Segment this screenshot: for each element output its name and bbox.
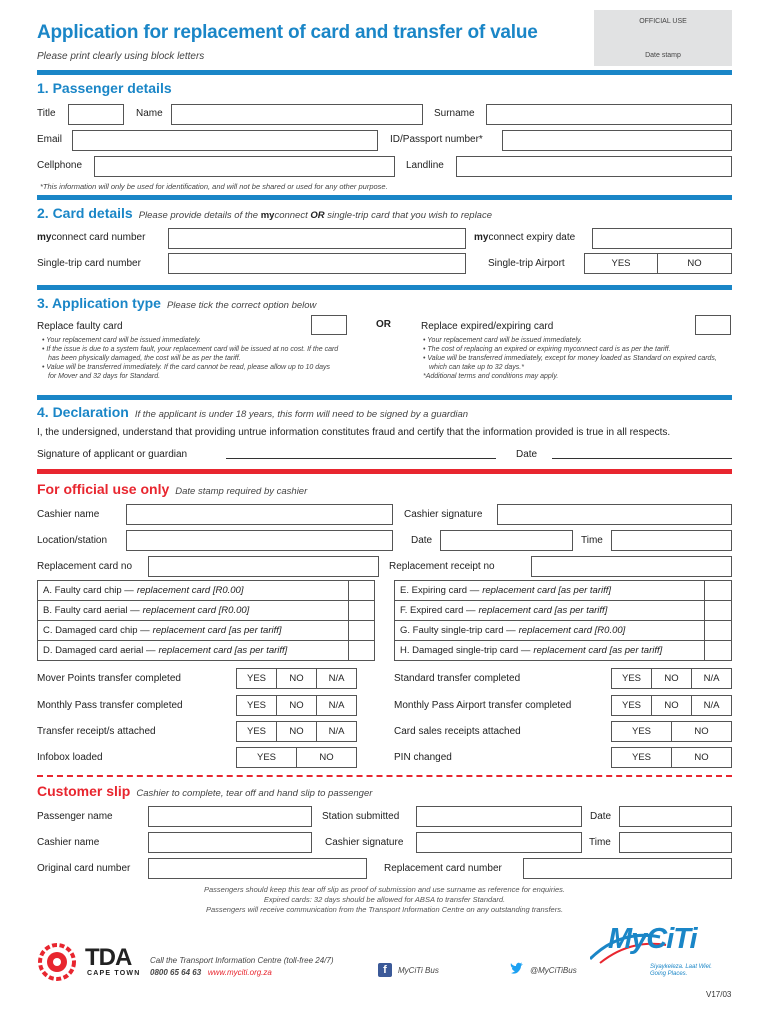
surname-field[interactable] (486, 104, 732, 125)
myciti-tagline: Siyaykeleza. Laat Wiel. Going Places. (650, 964, 712, 977)
tear-off-line (37, 775, 732, 777)
form-title: Application for replacement of card and transfer of value (37, 22, 538, 43)
section-divider (37, 195, 732, 200)
myconnect-number-label: myconnect card number (37, 232, 146, 243)
twitter-icon (510, 962, 526, 976)
slip-station-label: Station submitted (322, 811, 400, 822)
reason-row-h: H. Damaged single-trip card — replacement card [as per tariff] (394, 640, 705, 661)
phone-number: 0800 65 64 63 (150, 968, 202, 977)
replacement-receipt-no-label: Replacement receipt no (389, 561, 495, 572)
mover-na[interactable]: N/A (316, 668, 357, 689)
slip-original-label: Original card number (37, 863, 131, 874)
expired-card-label: Replace expired/expiring card (421, 321, 554, 332)
card-sales-label: Card sales receipts attached (394, 726, 521, 737)
or-label: OR (376, 319, 391, 330)
reason-tick[interactable] (348, 620, 375, 641)
monthly-no[interactable]: NO (276, 695, 317, 716)
receipt-no[interactable]: NO (276, 721, 317, 742)
standard-na[interactable]: N/A (691, 668, 732, 689)
location-label: Location/station (37, 535, 108, 546)
reason-tick[interactable] (348, 580, 375, 601)
faulty-card-checkbox[interactable] (311, 315, 347, 335)
card-heading-note: Please provide details of the myconnect OR single-trip card that you wish to replace (138, 210, 492, 221)
receipt-label: Transfer receipt/s attached (37, 726, 156, 737)
replacement-card-no-field[interactable] (148, 556, 379, 577)
location-field[interactable] (126, 530, 393, 551)
twitter-handle[interactable]: @MyCiTiBus (530, 966, 577, 975)
slip-cashier-name-label: Cashier name (37, 837, 100, 848)
standard-yes[interactable]: YES (611, 668, 652, 689)
declaration-date-line[interactable] (552, 458, 732, 459)
monthly-yes[interactable]: YES (236, 695, 277, 716)
card-sales-yes[interactable]: YES (611, 721, 672, 742)
section-heading-slip: Customer slip Cashier to complete, tear off and hand slip to passenger (37, 783, 373, 799)
section-divider (37, 70, 732, 75)
slip-cashier-name-field[interactable] (148, 832, 312, 853)
mover-no[interactable]: NO (276, 668, 317, 689)
reason-row-b: B. Faulty card aerial — replacement card [R0.00] (37, 600, 349, 621)
standard-label: Standard transfer completed (394, 673, 521, 684)
replacement-card-no-label: Replacement card no (37, 561, 133, 572)
title-label: Title (37, 108, 56, 119)
myconnect-expiry-label: myconnect expiry date (474, 232, 576, 243)
slip-passenger-name-label: Passenger name (37, 811, 113, 822)
name-field[interactable] (171, 104, 423, 125)
single-trip-number-field[interactable] (168, 253, 466, 274)
card-heading-text: 2. Card details (37, 205, 133, 221)
myconnect-expiry-field[interactable] (592, 228, 732, 249)
receipt-na[interactable]: N/A (316, 721, 357, 742)
landline-field[interactable] (456, 156, 732, 177)
official-divider (37, 469, 732, 474)
slip-time-label: Time (589, 837, 611, 848)
signature-line[interactable] (226, 458, 496, 459)
slip-time-field[interactable] (619, 832, 732, 853)
cape-town-label: CAPE TOWN (87, 970, 141, 977)
tda-logo: TDA (85, 944, 132, 971)
email-field[interactable] (72, 130, 378, 151)
name-label: Name (136, 108, 163, 119)
slip-replacement-label: Replacement card number (384, 863, 502, 874)
title-field[interactable] (68, 104, 124, 125)
signature-label: Signature of applicant or guardian (37, 449, 188, 460)
card-sales-no[interactable]: NO (671, 721, 732, 742)
pin-label: PIN changed (394, 752, 452, 763)
myconnect-number-field[interactable] (168, 228, 466, 249)
facebook-handle[interactable]: MyCiTi Bus (398, 966, 439, 975)
slip-notes: Passengers should keep this tear off slip as proof of submission and use surname as reference for enquiries. Expired cards: 32 days should be allowed for ABSA to transfer Standard. Passengers will receive communication from the Transport Information Centre on any outstanding transfers. (203, 885, 566, 914)
reason-row-e: E. Expiring card — replacement card [as per tariff] (394, 580, 705, 601)
reason-row-d: D. Damaged card aerial — replacement card [as per tariff] (37, 640, 349, 661)
cashier-name-label: Cashier name (37, 509, 100, 520)
section-heading-official: For official use only Date stamp required by cashier (37, 481, 308, 497)
expired-card-checkbox[interactable] (695, 315, 731, 335)
airport-no-option[interactable]: NO (657, 253, 732, 274)
cellphone-field[interactable] (94, 156, 395, 177)
official-use-box (594, 10, 732, 66)
reason-tick[interactable] (704, 640, 732, 661)
monthly-airport-na[interactable]: N/A (691, 695, 732, 716)
contact-line (150, 968, 272, 977)
declaration-date-label: Date (516, 449, 538, 460)
infobox-no[interactable]: NO (296, 747, 357, 768)
slip-date-label: Date (590, 811, 612, 822)
declaration-text: I, the undersigned, understand that providing untrue information constitutes fraud and certify that the information provided is true in all respects. (37, 427, 671, 438)
date-stamp-label: Date stamp (645, 52, 681, 59)
reason-tick[interactable] (704, 620, 732, 641)
monthly-label: Monthly Pass transfer completed (37, 700, 183, 711)
id-field[interactable] (502, 130, 732, 151)
reason-grid-right (394, 580, 732, 661)
slip-replacement-field[interactable] (523, 858, 732, 879)
section-heading-card (37, 205, 492, 221)
monthly-airport-no[interactable]: NO (651, 695, 692, 716)
reason-row-g: G. Faulty single-trip card — replacement card [R0.00] (394, 620, 705, 641)
section-heading-passenger: 1. Passenger details (37, 80, 172, 96)
receipt-yes[interactable]: YES (236, 721, 277, 742)
reason-tick[interactable] (704, 580, 732, 601)
call-centre-text: Call the Transport Information Centre (toll-free 24/7) (150, 956, 334, 965)
monthly-na[interactable]: N/A (316, 695, 357, 716)
reason-tick[interactable] (704, 600, 732, 621)
official-date-label: Date (411, 535, 433, 546)
slip-cashier-sig-field[interactable] (416, 832, 582, 853)
mover-label: Mover Points transfer completed (37, 673, 181, 684)
pin-yes[interactable]: YES (611, 747, 672, 768)
official-time-field[interactable] (611, 530, 732, 551)
surname-label: Surname (434, 108, 475, 119)
reason-row-f: F. Expired card — replacement card [as per tariff] (394, 600, 705, 621)
id-label: ID/Passport number* (390, 134, 483, 145)
faulty-card-notes: • Your replacement card will be issued immediately. • If the issue is due to a system fault, your replacement card will be issued at no cost. If the card has been physically damaged, the cost will be as per the tariff. • Value will be transferred immediately. If the card cannot be read, please allow up to 10 days for Mover and 32 days for Standard. (42, 337, 339, 380)
section-heading-declaration: 4. Declaration If the applicant is under 18 years, this form will need to be signed by a guardian (37, 404, 469, 420)
replacement-receipt-no-field[interactable] (531, 556, 732, 577)
faulty-card-label: Replace faulty card (37, 321, 123, 332)
standard-no[interactable]: NO (651, 668, 692, 689)
reason-tick[interactable] (348, 640, 375, 661)
official-date-field[interactable] (440, 530, 573, 551)
facebook-icon: f (378, 963, 392, 977)
myciti-logo (590, 925, 732, 980)
reason-row-a: A. Faulty card chip — replacement card [R0.00] (37, 580, 349, 601)
airport-yes-option[interactable]: YES (584, 253, 658, 274)
reason-row-c: C. Damaged card chip — replacement card [as per tariff] (37, 620, 349, 641)
tda-emblem-icon (37, 942, 77, 982)
section-heading-application: 3. Application type Please tick the correct option below (37, 295, 317, 311)
slip-original-field[interactable] (148, 858, 367, 879)
cashier-name-field[interactable] (126, 504, 393, 525)
single-trip-airport-label: Single-trip Airport (488, 258, 565, 269)
reason-tick[interactable] (348, 600, 375, 621)
monthly-airport-yes[interactable]: YES (611, 695, 652, 716)
mover-yes[interactable]: YES (236, 668, 277, 689)
reason-grid-left (37, 580, 376, 661)
landline-label: Landline (406, 160, 444, 171)
single-trip-number-label: Single-trip card number (37, 258, 141, 269)
official-time-label: Time (581, 535, 603, 546)
infobox-yes[interactable]: YES (236, 747, 297, 768)
slip-cashier-sig-label: Cashier signature (325, 837, 404, 848)
slip-date-field[interactable] (619, 806, 732, 827)
slip-passenger-name-field[interactable] (148, 806, 312, 827)
official-use-label: OFFICIAL USE (639, 18, 687, 25)
myciti-wordmark: MyCiTi (608, 923, 697, 955)
infobox-label: Infobox loaded (37, 752, 103, 763)
version-label: V17/03 (706, 990, 732, 999)
slip-station-field[interactable] (416, 806, 582, 827)
form-subtitle: Please print clearly using block letters (37, 51, 205, 62)
website-link[interactable]: www.myciti.org.za (207, 968, 272, 977)
section-divider (37, 285, 732, 290)
monthly-airport-label: Monthly Pass Airport transfer completed (394, 700, 572, 711)
privacy-note: *This information will only be used for identification, and will not be shared or used for any other purpose. (40, 182, 388, 191)
cashier-signature-field[interactable] (497, 504, 732, 525)
expired-card-notes: • Your replacement card will be issued immediately. • The cost of replacing an expired or expiring myconnect card is as per the tariff. • Value will be transferred immediately, except for money loaded as Standard on expired cards, which can take up to 32 days.* *Additional terms and conditions may apply. (423, 337, 717, 380)
section-divider (37, 395, 732, 400)
cashier-signature-label: Cashier signature (404, 509, 483, 520)
email-label: Email (37, 134, 63, 145)
pin-no[interactable]: NO (671, 747, 732, 768)
cellphone-label: Cellphone (37, 160, 83, 171)
